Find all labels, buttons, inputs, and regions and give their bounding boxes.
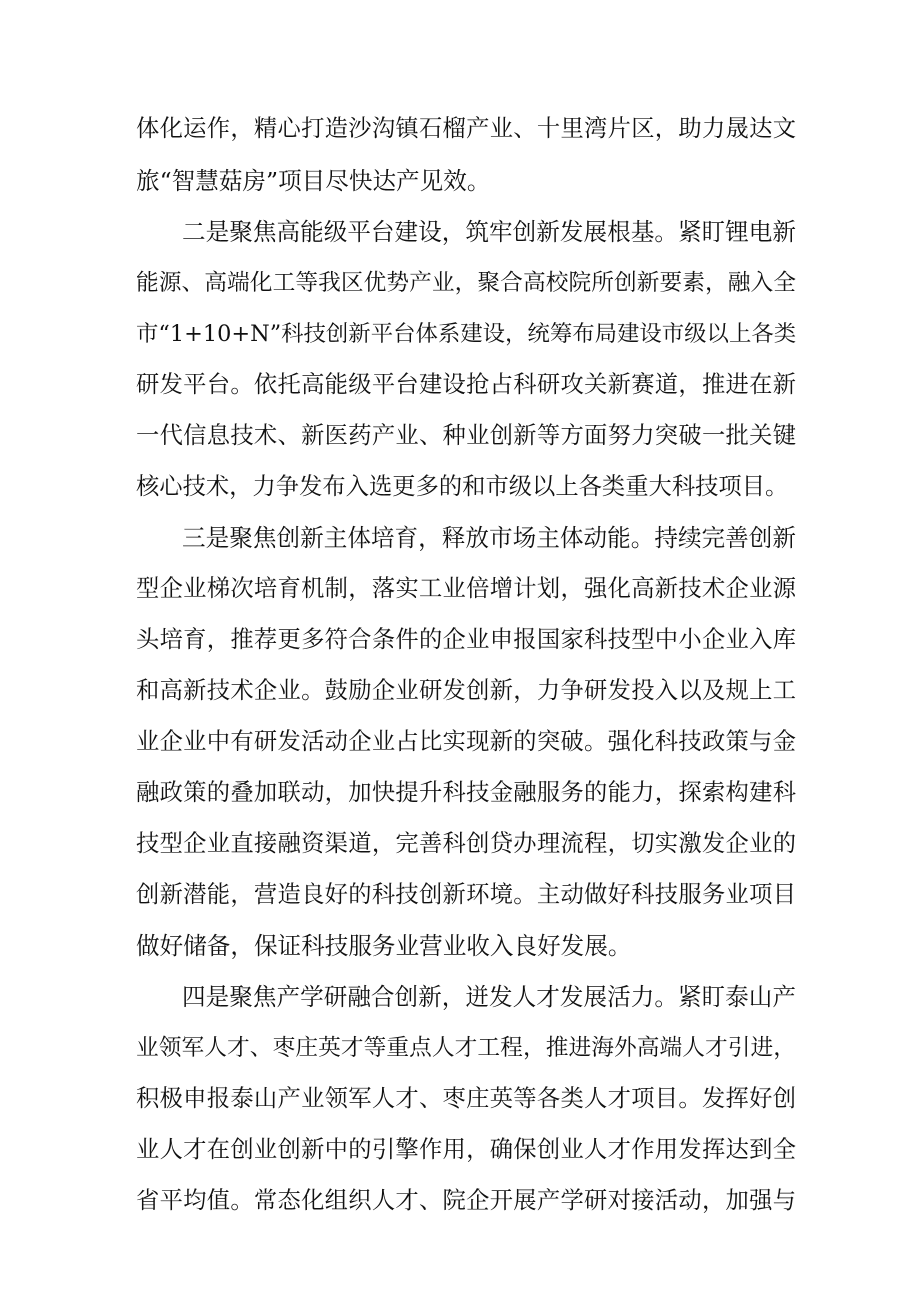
text-line: 创新潜能，营造良好的科技创新环境。主动做好科技服务业项目 xyxy=(136,881,796,908)
text-line: 一代信息技术、新医药产业、种业创新等方面努力突破一批关键 xyxy=(136,422,796,449)
text-line: 型企业梯次培育机制，落实工业倍增计划，强化高新技术企业源 xyxy=(136,575,796,602)
paragraph-first-line: 二是聚焦高能级平台建设，筑牢创新发展根基。紧盯锂电新 xyxy=(182,218,796,246)
text-line: 技型企业直接融资渠道，完善科创贷办理流程，切实激发企业的 xyxy=(136,830,796,857)
text-line: 积极申报泰山产业领军人才、枣庄英等各类人才项目。发挥好创 xyxy=(136,1085,796,1112)
text-line: 融政策的叠加联动，加快提升科技金融服务的能力，探索构建科 xyxy=(136,779,796,806)
paragraph-first-line: 三是聚焦创新主体培育，释放市场主体动能。持续完善创新 xyxy=(182,524,796,552)
paragraph-first-line: 四是聚焦产学研融合创新，迸发人才发展活力。紧盯泰山产 xyxy=(182,983,796,1011)
text-line: 业企业中有研发活动企业占比实现新的突破。强化科技政策与金 xyxy=(136,728,796,755)
text-line: 研发平台。依托高能级平台建设抢占科研攻关新赛道，推进在新 xyxy=(136,371,796,398)
text-line: 业人才在创业创新中的引擎作用，确保创业人才作用发挥达到全 xyxy=(136,1136,796,1163)
text-line: 体化运作，精心打造沙沟镇石榴产业、十里湾片区，助力晟达文 xyxy=(136,115,796,142)
text-line: 市“1+10+N”科技创新平台体系建设，统筹布局建设市级以上各类 xyxy=(136,321,797,347)
text-line: 旅“智慧菇房”项目尽快达产见效。 xyxy=(136,167,491,195)
text-line: 核心技术，力争发布入选更多的和市级以上各类重大科技项目。 xyxy=(136,473,789,500)
text-line: 做好储备，保证科技服务业营业收入良好发展。 xyxy=(136,932,632,960)
text-line: 头培育，推荐更多符合条件的企业申报国家科技型中小企业入库 xyxy=(136,626,796,653)
text-line: 业领军人才、枣庄英才等重点人才工程，推进海外高端人才引进， xyxy=(136,1035,796,1061)
text-line: 省平均值。常态化组织人才、院企开展产学研对接活动，加强与 xyxy=(136,1187,796,1214)
text-line: 和高新技术企业。鼓励企业研发创新，力争研发投入以及规上工 xyxy=(136,677,796,704)
text-line: 能源、高端化工等我区优势产业，聚合高校院所创新要素，融入全 xyxy=(136,270,796,296)
